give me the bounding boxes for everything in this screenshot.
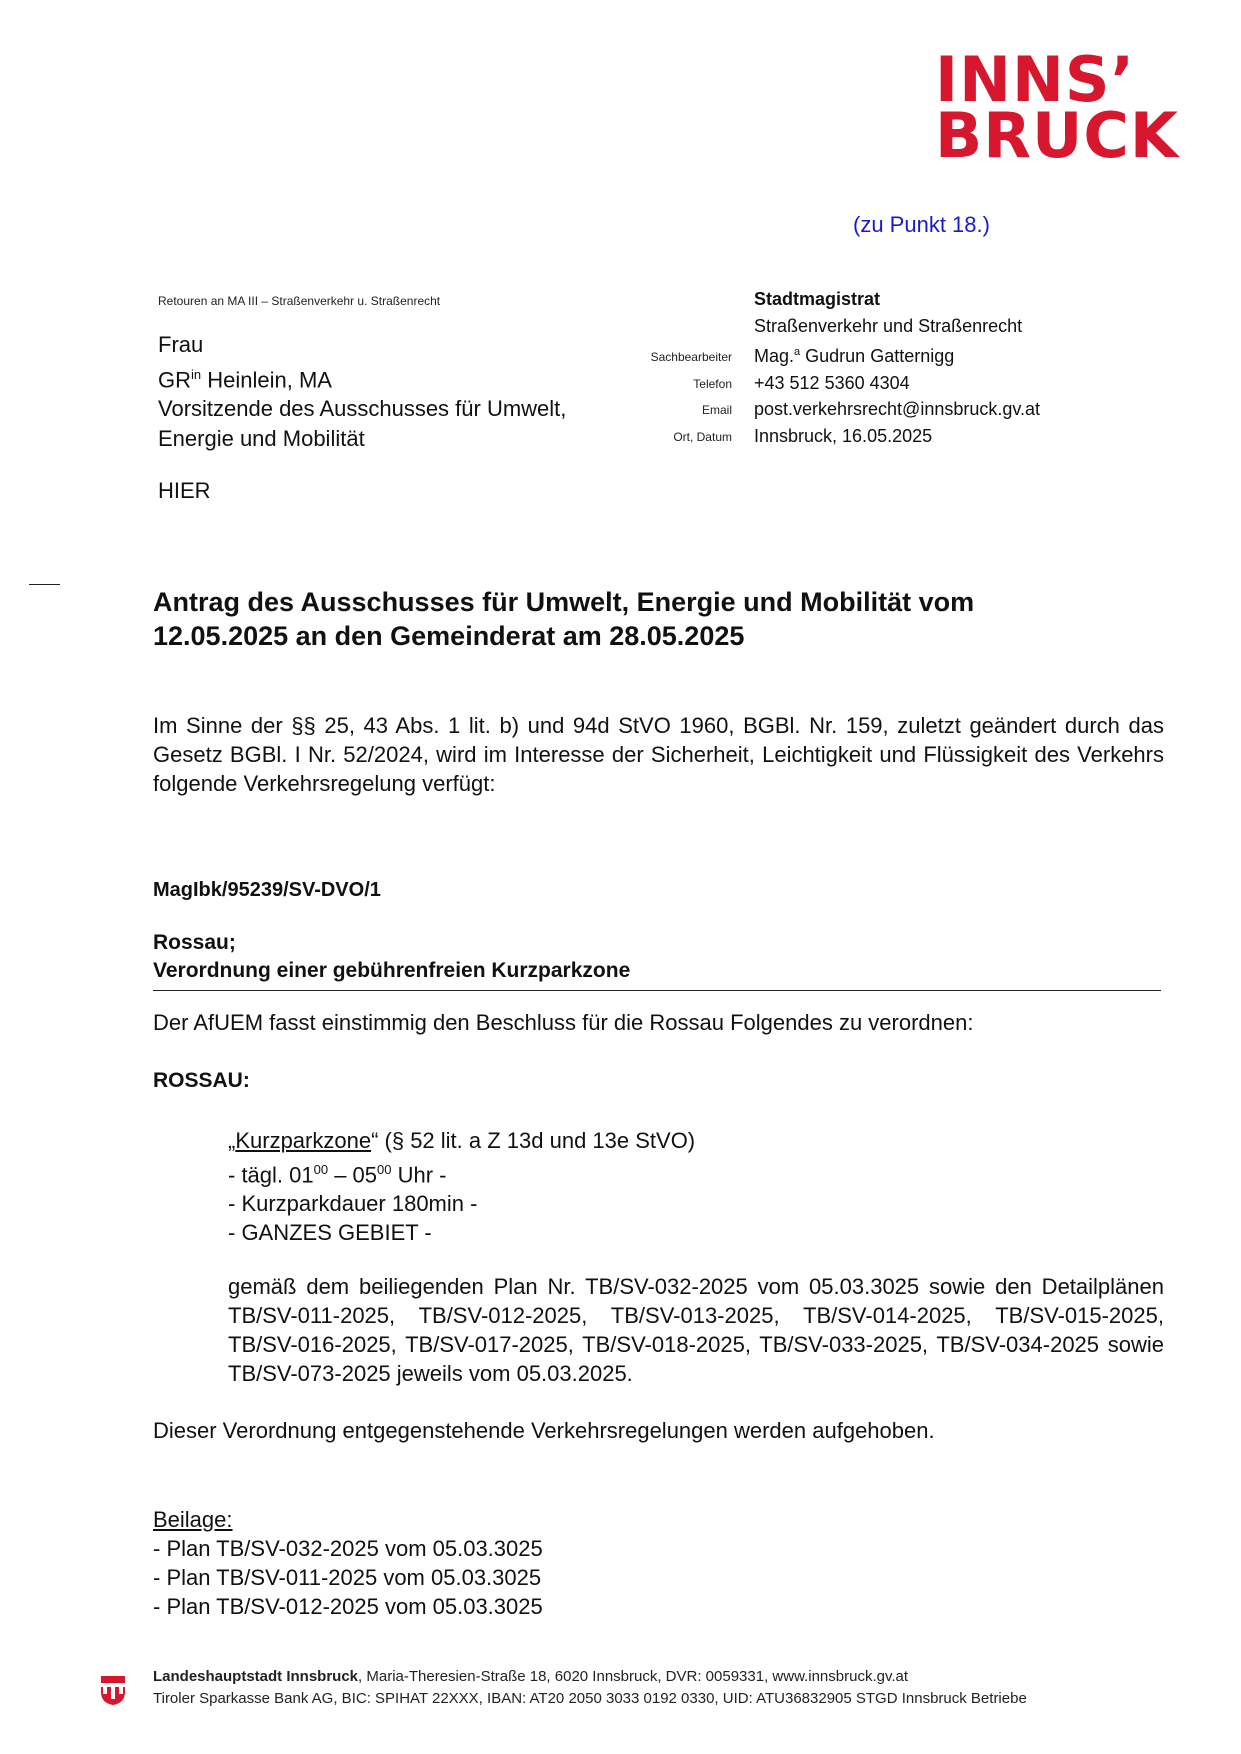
subject	[153, 929, 1161, 991]
title-line-1: Antrag des Ausschusses für Umwelt, Energie und Mobilität vom	[153, 587, 975, 617]
fold-mark	[29, 584, 60, 585]
footer-line-1: Landeshauptstadt Innsbruck, Maria-Theresien-Straße 18, 6020 Innsbruck, DVR: 0059331, www.innsbruck.gv.at	[153, 1668, 909, 1685]
recipient-name: $GR^{in}$ Heinlein, MA	[158, 366, 332, 392]
subject-line-1: Rossau;	[153, 931, 236, 954]
duration-line: - Kurzparkdauer 180min -	[228, 1191, 478, 1217]
sender-office: Stadtmagistrat	[754, 289, 881, 309]
sender-place-date: Innsbruck, 16.05.2025	[754, 425, 933, 446]
label-phone: Telefon	[693, 376, 732, 391]
recipient-role-line-2: Energie und Mobilität	[158, 425, 365, 451]
area-heading: ROSSAU:	[153, 1069, 250, 1092]
sender-phone: +43 512 5360 4304	[754, 372, 910, 393]
document-title	[153, 585, 1163, 653]
attachments-heading: Beilage:	[153, 1507, 233, 1532]
recipient-address	[158, 330, 566, 453]
plan-reference-paragraph: gemäß dem beiliegenden Plan Nr. TB/SV-032-2025 vom 05.03.3025 sowie den Detailplänen TB/SV-011-2025, TB/SV-012-2025, TB/SV-013-2025, TB/SV-014-2025, TB/SV-015-2025, TB/SV-016-2025, TB/SV-017-2025, TB/SV-018-2025, TB/SV-033-2025, TB/SV-034-2025 sowie TB/SV-073-2025 jeweils vom 05.03.2025.	[228, 1274, 1164, 1386]
label-email: Email	[701, 403, 732, 417]
footer-line-2: Tiroler Sparkasse Bank AG, BIC: SPIHAT 22XXX, IBAN: AT20 2050 3033 0192 0330, UID: ATU36832905 STGD Innsbruck Betriebe	[153, 1690, 1027, 1707]
attachments	[153, 1505, 543, 1621]
resolution-text: Der AfUEM fasst einstimmig den Beschluss für die Rossau Folgendes zu verordnen:	[153, 1010, 974, 1035]
attachment-item: - Plan TB/SV-011-2025 vom 05.03.3025	[153, 1565, 542, 1590]
subject-line-2: Verordnung einer gebührenfreien Kurzparkzone	[153, 959, 631, 982]
regulation-block	[228, 1126, 695, 1247]
sender-labels	[560, 344, 732, 450]
city-crest-icon	[99, 1674, 127, 1711]
logo-line-1: INNS’	[935, 43, 1136, 116]
area-line: - GANZES GEBIET -	[228, 1220, 432, 1246]
zone-line: „Kurzparkzone“ (§ 52 lit. a Z 13d und 13e StVO)	[228, 1128, 696, 1153]
file-number: MagIbk/95239/SV-DVO/1	[153, 879, 381, 901]
sender-department: Straßenverkehr und Straßenrecht	[754, 315, 1023, 336]
attachment-item: - Plan TB/SV-012-2025 vom 05.03.3025	[153, 1594, 543, 1619]
recipient-salutation: Frau	[158, 332, 204, 357]
footer	[153, 1666, 1027, 1710]
agenda-point-reference: (zu Punkt 18.)	[853, 212, 990, 237]
attachment-item: - Plan TB/SV-032-2025 vom 05.03.3025	[153, 1536, 543, 1561]
label-place-date: Ort, Datum	[673, 429, 732, 444]
sender-block	[754, 286, 1040, 449]
recipient-role-line-1: Vorsitzende des Ausschusses für Umwelt,	[158, 396, 567, 422]
title-line-2: 12.05.2025 an den Gemeinderat am 28.05.2025	[153, 621, 745, 651]
recipient-location: HIER	[158, 478, 211, 503]
intro-paragraph: Im Sinne der §§ 25, 43 Abs. 1 lit. b) und 94d StVO 1960, BGBl. Nr. 159, zuletzt geändert durch das Gesetz BGBl. I Nr. 52/2024, wird im Interesse der Sicherheit, Leichtigkeit und Flüssigkeit des Verkehrs folgende Verkehrsregelung verfügt:	[153, 713, 1164, 796]
sender-clerk: Mag.$^a$ Gudrun Gatternigg	[754, 346, 955, 366]
time-line: - tägl. $01^{00} - 05^{00}$ Uhr -	[228, 1162, 447, 1188]
sender-email: post.verkehrsrecht@innsbruck.gv.at	[754, 399, 1041, 419]
label-clerk: Sachbearbeiter	[650, 350, 732, 364]
return-address: Retouren an MA III – Straßenverkehr u. Straßenrecht	[158, 294, 441, 308]
repeal-sentence: Dieser Verordnung entgegenstehende Verkehrsregelungen werden aufgehoben.	[153, 1418, 935, 1443]
innsbruck-logo	[935, 43, 1179, 172]
logo-line-2: BRUCK	[935, 99, 1179, 172]
